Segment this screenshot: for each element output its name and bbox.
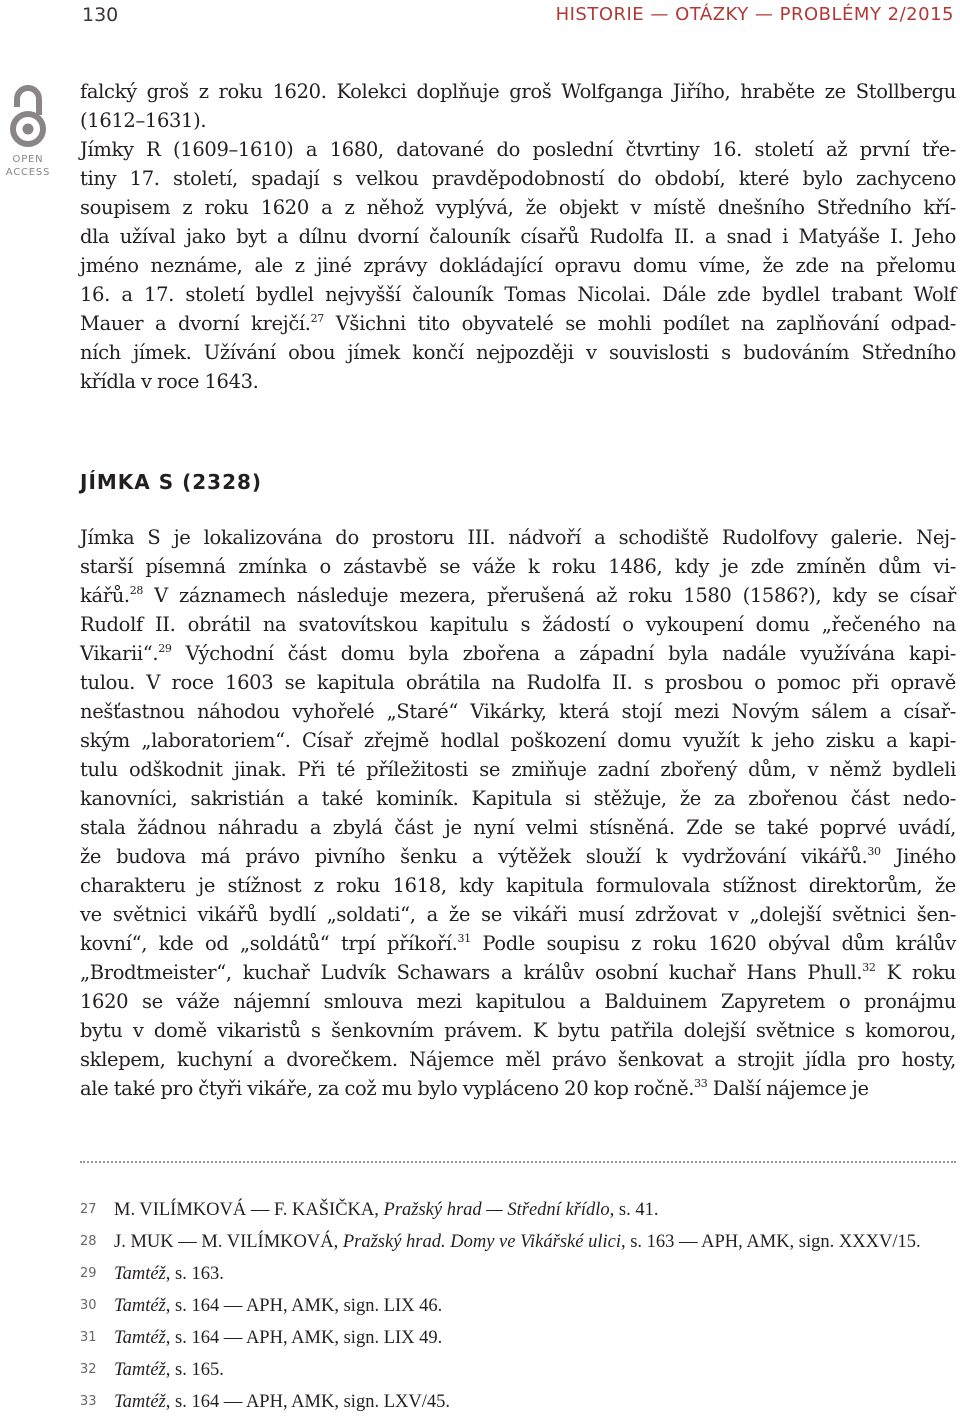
footnote xyxy=(80,1388,956,1416)
footnote xyxy=(80,1196,956,1224)
text-line: že budova má právo pivního šenku a výtěžek slouží k vydržování vikářů.$^{30}$ Jiného xyxy=(80,845,956,868)
footnote-number: 30 xyxy=(80,1298,97,1313)
text-line: falcký groš z roku 1620. Kolekci doplňuje groš Wolfganga Jiřího, hraběte ze Stollbergu xyxy=(80,80,956,103)
section-heading: JÍMKA S (2328) xyxy=(80,470,263,494)
footnote xyxy=(80,1260,956,1288)
footnote-reference[interactable]: 33 xyxy=(694,1077,708,1090)
footnote-number: 31 xyxy=(80,1330,97,1345)
text-line: kářů.$^{28}$ V záznamech následuje mezera, přerušená až roku 1580 (1586?), kdy se císař xyxy=(80,584,956,607)
footnote-text: Tamtéž, s. 163. xyxy=(114,1264,224,1284)
footnote-reference[interactable]: 32 xyxy=(862,961,876,974)
text-line: tulou. V roce 1603 se kapitula obrátila na Rudolfa II. s prosbou o pomoc při opravě xyxy=(80,671,956,694)
footnote-reference[interactable]: 28 xyxy=(129,584,144,597)
open-access-badge xyxy=(2,85,54,179)
text-line: Jímka S je lokalizována do prostoru III. nádvoří a schodiště Rudolfovy galerie. Nej- xyxy=(80,526,956,549)
text-line: soupisem z roku 1620 a z něhož vyplývá, že objekt v místě dnešního Středního kří- xyxy=(80,196,956,219)
footnote-text: Tamtéž, s. 164 — APH, AMK, sign. LIX 46. xyxy=(114,1296,443,1316)
footnote-number: 28 xyxy=(80,1234,97,1249)
open-access-icon xyxy=(9,85,47,151)
footnote-text: Tamtéž, s. 164 — APH, AMK, sign. LXV/45. xyxy=(114,1392,450,1412)
text-line: ale také pro čtyři vikáře, za což mu bylo vypláceno 20 kop ročně.$^{33}$ Další nájemce je xyxy=(80,1077,869,1100)
page-number: 130 xyxy=(82,4,119,26)
text-line: Rudolf II. obrátil na svatovítskou kapitulu s žádostí o vykoupení domu „řečeného na xyxy=(80,613,956,636)
paragraph-2 xyxy=(80,523,956,1103)
text-line: 16. a 17. století bydlel nejvyšší čalouník Tomas Nicolai. Dále zde bydlel trabant Wolf xyxy=(80,283,956,306)
footnote-reference[interactable]: 31 xyxy=(457,932,471,945)
text-line: sklepem, kuchyní a dvorečkem. Nájemce měl právo šenkovat a strojit jídla pro hosty, xyxy=(80,1048,956,1071)
footnote xyxy=(80,1324,956,1352)
text-line: křídla v roce 1643. xyxy=(80,370,259,393)
footnote-text: J. MUK — M. VILÍMKOVÁ, Pražský hrad. Domy ve Vikářské ulici, s. 163 — APH, AMK, sign. XXXV/15. xyxy=(114,1232,921,1252)
text-line: ským „laboratoriem“. Císař zřejmě hodlal poškození domu využít k jeho zisku a kapi- xyxy=(80,729,956,752)
text-line: bytu v domě vikaristů s šenkovním právem. K bytu patřila dolejší světnice s komorou, xyxy=(80,1019,956,1042)
text-line: stala žádnou náhradu a zbylá část je nyní velmi stísněná. Zde se také poprvé uvádí, xyxy=(80,816,956,839)
footnote-text: Tamtéž, s. 164 — APH, AMK, sign. LIX 49. xyxy=(114,1328,443,1348)
text-line: dla užíval jako byt a dílnu dvorní čalouník císařů Rudolfa II. a snad i Matyáše I. Jeho xyxy=(80,225,956,248)
text-line: Vikarii“.$^{29}$ Východní část domu byla zbořena a západní byla nadále využívána kapi- xyxy=(80,642,956,665)
text-line: nešťastnou náhodou vyhořelé „Staré“ Vikárky, která stojí mezi Novým sálem a císař- xyxy=(80,700,956,723)
text-line: kanovníci, sakristián a také kominík. Kapitula si stěžuje, že za zbořenou část nedo- xyxy=(80,787,956,810)
text-line: tulu odškodnit jinak. Při té příležitosti se zmiňuje zadní zbořený dům, v němž bydleli xyxy=(80,758,956,781)
open-access-label-open: OPEN xyxy=(12,154,44,165)
open-access-label-access: ACCESS xyxy=(5,167,51,178)
text-line: „Brodtmeister“, kuchař Ludvík Schawars a králův osobní kuchař Hans Phull.$^{32}$ K roku xyxy=(80,961,957,984)
text-line: (1612–1631). xyxy=(80,109,207,132)
footnotes-list xyxy=(80,1196,956,1416)
running-title: HISTORIE — OTÁZKY — PROBLÉMY 2/2015 xyxy=(555,4,954,25)
text-line: Mauer a dvorní krejčí.$^{27}$ Všichni tito obyvatelé se mohli podílet na zaplňování odpad- xyxy=(80,312,956,335)
footnote-reference[interactable]: 29 xyxy=(158,642,172,655)
text-line: jméno neznáme, ale z jiné zprávy dokládající opravu domu víme, že zde na přelomu xyxy=(80,254,956,277)
footnote-number: 32 xyxy=(80,1362,97,1377)
paragraph-1 xyxy=(80,77,956,396)
footnote xyxy=(80,1228,956,1256)
text-line: charakteru je stížnost z roku 1618, kdy kapitula formulovala stížnost direktorům, že xyxy=(80,874,956,897)
text-line: tiny 17. století, spadají s velkou pravděpodobností do období, které bylo zachyceno xyxy=(80,167,956,190)
footnote-separator xyxy=(80,1161,956,1163)
text-line: 1620 se váže nájemní smlouva mezi kapitulou a Balduinem Zapyretem o pronájmu xyxy=(80,990,956,1013)
footnote-number: 29 xyxy=(80,1266,97,1281)
text-line: ních jímek. Užívání obou jímek končí nejpozději v souvislosti s budováním Středního xyxy=(80,341,956,364)
footnote xyxy=(80,1356,956,1384)
text-line: starší písemná zmínka o zástavbě se váže k roku 1486, kdy je zde zmíněn dům vi- xyxy=(80,555,956,578)
text-line: kovní“, kde od „soldátů“ trpí příkoří.$^{31}$ Podle soupisu z roku 1620 obýval dům králův xyxy=(80,932,956,955)
footnote-text: Tamtéž, s. 165. xyxy=(114,1360,224,1380)
footnote-number: 27 xyxy=(80,1202,97,1217)
footnote-reference[interactable]: 30 xyxy=(867,845,881,858)
text-line: ve světnici vikářů bydlí „soldati“, a že se vikáři musí zdržovat v „dolejší světnici šen- xyxy=(80,903,956,926)
footnote-reference[interactable]: 27 xyxy=(310,312,324,325)
text-line: Jímky R (1609–1610) a 1680, datované do poslední čtvrtiny 16. století až první tře- xyxy=(80,138,956,161)
footnote-text: M. VILÍMKOVÁ — F. KAŠIČKA, Pražský hrad — Střední křídlo, s. 41. xyxy=(114,1200,659,1220)
page-header xyxy=(0,0,960,36)
footnote-number: 33 xyxy=(80,1394,97,1409)
footnote xyxy=(80,1292,956,1320)
